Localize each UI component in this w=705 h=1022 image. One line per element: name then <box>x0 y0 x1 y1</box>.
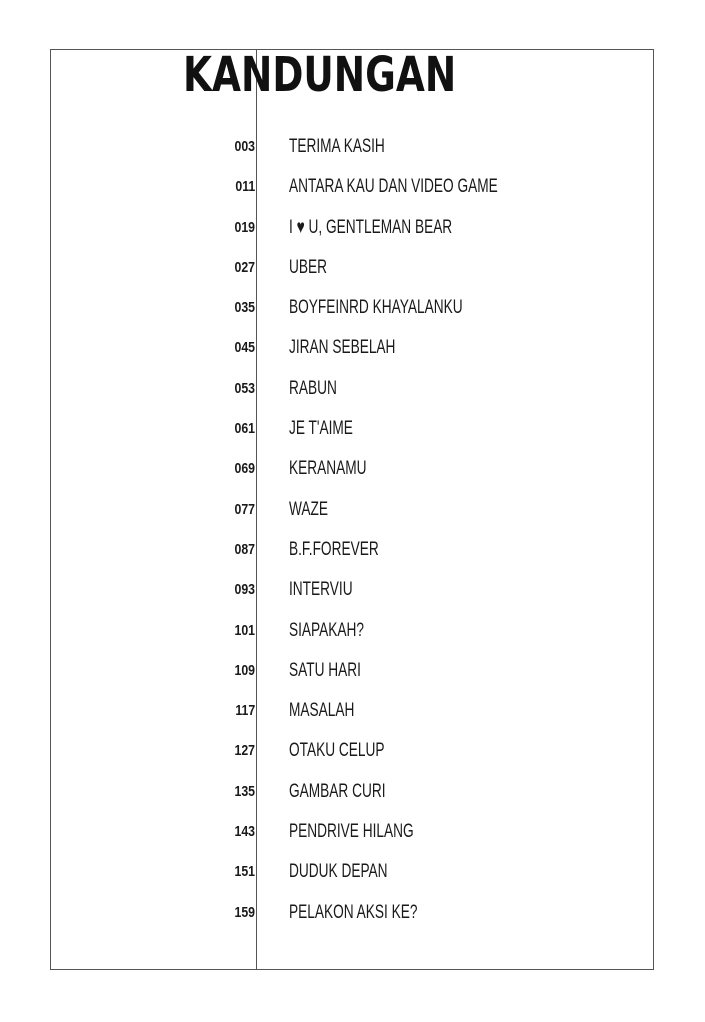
toc-entry[interactable] <box>0 570 705 610</box>
page-title: KANDUNGAN <box>183 47 457 103</box>
toc-chapter-title: I ♥ U, GENTLEMAN BEAR <box>289 216 453 238</box>
toc-chapter-title: KERANAMU <box>289 458 367 480</box>
toc-chapter-title: GAMBAR CURI <box>289 780 386 802</box>
toc-chapter-title: WAZE <box>289 498 329 520</box>
toc-chapter-title: TERIMA KASIH <box>289 136 385 157</box>
toc-chapter-title: INTERVIU <box>289 579 353 601</box>
toc-chapter-title: SATU HARI <box>289 659 361 681</box>
toc-chapter-title: OTAKU CELUP <box>289 740 385 762</box>
toc-page-number: 143 <box>234 823 255 841</box>
toc-entry[interactable] <box>0 772 705 812</box>
toc-page-number: 109 <box>234 661 255 679</box>
toc-entry[interactable] <box>0 691 705 731</box>
toc-entry[interactable] <box>0 369 705 409</box>
toc-page-number: 027 <box>234 258 255 276</box>
toc-page-number: 093 <box>234 581 255 599</box>
toc-entry[interactable] <box>0 328 705 368</box>
toc-entry[interactable] <box>0 167 705 207</box>
toc-entry[interactable] <box>0 731 705 771</box>
toc-entry[interactable] <box>0 611 705 651</box>
toc-chapter-title: B.F.FOREVER <box>289 538 379 560</box>
toc-page-number: 077 <box>234 500 255 518</box>
toc-page-number: 087 <box>234 540 255 558</box>
toc-entry[interactable] <box>0 852 705 892</box>
toc-page-number: 035 <box>234 299 255 317</box>
toc-entry[interactable] <box>0 127 705 167</box>
toc-page-number: 117 <box>235 702 255 720</box>
toc-chapter-title: PELAKON AKSI KE? <box>289 901 418 923</box>
table-of-contents <box>0 127 705 933</box>
toc-page-number: 061 <box>234 420 255 438</box>
toc-entry[interactable] <box>0 651 705 691</box>
toc-chapter-title: BOYFEINRD KHAYALANKU <box>289 297 463 319</box>
toc-entry[interactable] <box>0 530 705 570</box>
toc-page-number: 045 <box>234 339 255 357</box>
toc-entry[interactable] <box>0 893 705 933</box>
toc-chapter-title: JIRAN SEBELAH <box>289 337 396 359</box>
toc-entry[interactable] <box>0 449 705 489</box>
toc-page-number: 019 <box>234 218 255 236</box>
toc-page-number: 053 <box>234 379 255 397</box>
toc-page-number: 003 <box>234 138 255 155</box>
toc-entry[interactable] <box>0 248 705 288</box>
toc-entry[interactable] <box>0 288 705 328</box>
toc-entry[interactable] <box>0 812 705 852</box>
toc-page-number: 151 <box>234 863 255 881</box>
toc-chapter-title: PENDRIVE HILANG <box>289 821 414 843</box>
toc-entry[interactable] <box>0 208 705 248</box>
toc-page-number: 069 <box>234 460 255 478</box>
toc-chapter-title: SIAPAKAH? <box>289 619 365 641</box>
toc-entry[interactable] <box>0 409 705 449</box>
toc-page-number: 127 <box>234 742 255 760</box>
toc-page-number: 159 <box>234 903 255 921</box>
toc-chapter-title: UBER <box>289 256 328 278</box>
toc-chapter-title: ANTARA KAU DAN VIDEO GAME <box>289 176 498 198</box>
toc-chapter-title: DUDUK DEPAN <box>289 861 388 883</box>
toc-chapter-title: MASALAH <box>289 700 355 722</box>
toc-page-number: 135 <box>234 782 255 800</box>
toc-chapter-title: RABUN <box>289 377 337 399</box>
toc-page-number: 011 <box>235 178 255 196</box>
toc-chapter-title: JE T'AIME <box>289 418 353 440</box>
toc-entry[interactable] <box>0 490 705 530</box>
toc-page-number: 101 <box>234 621 255 639</box>
